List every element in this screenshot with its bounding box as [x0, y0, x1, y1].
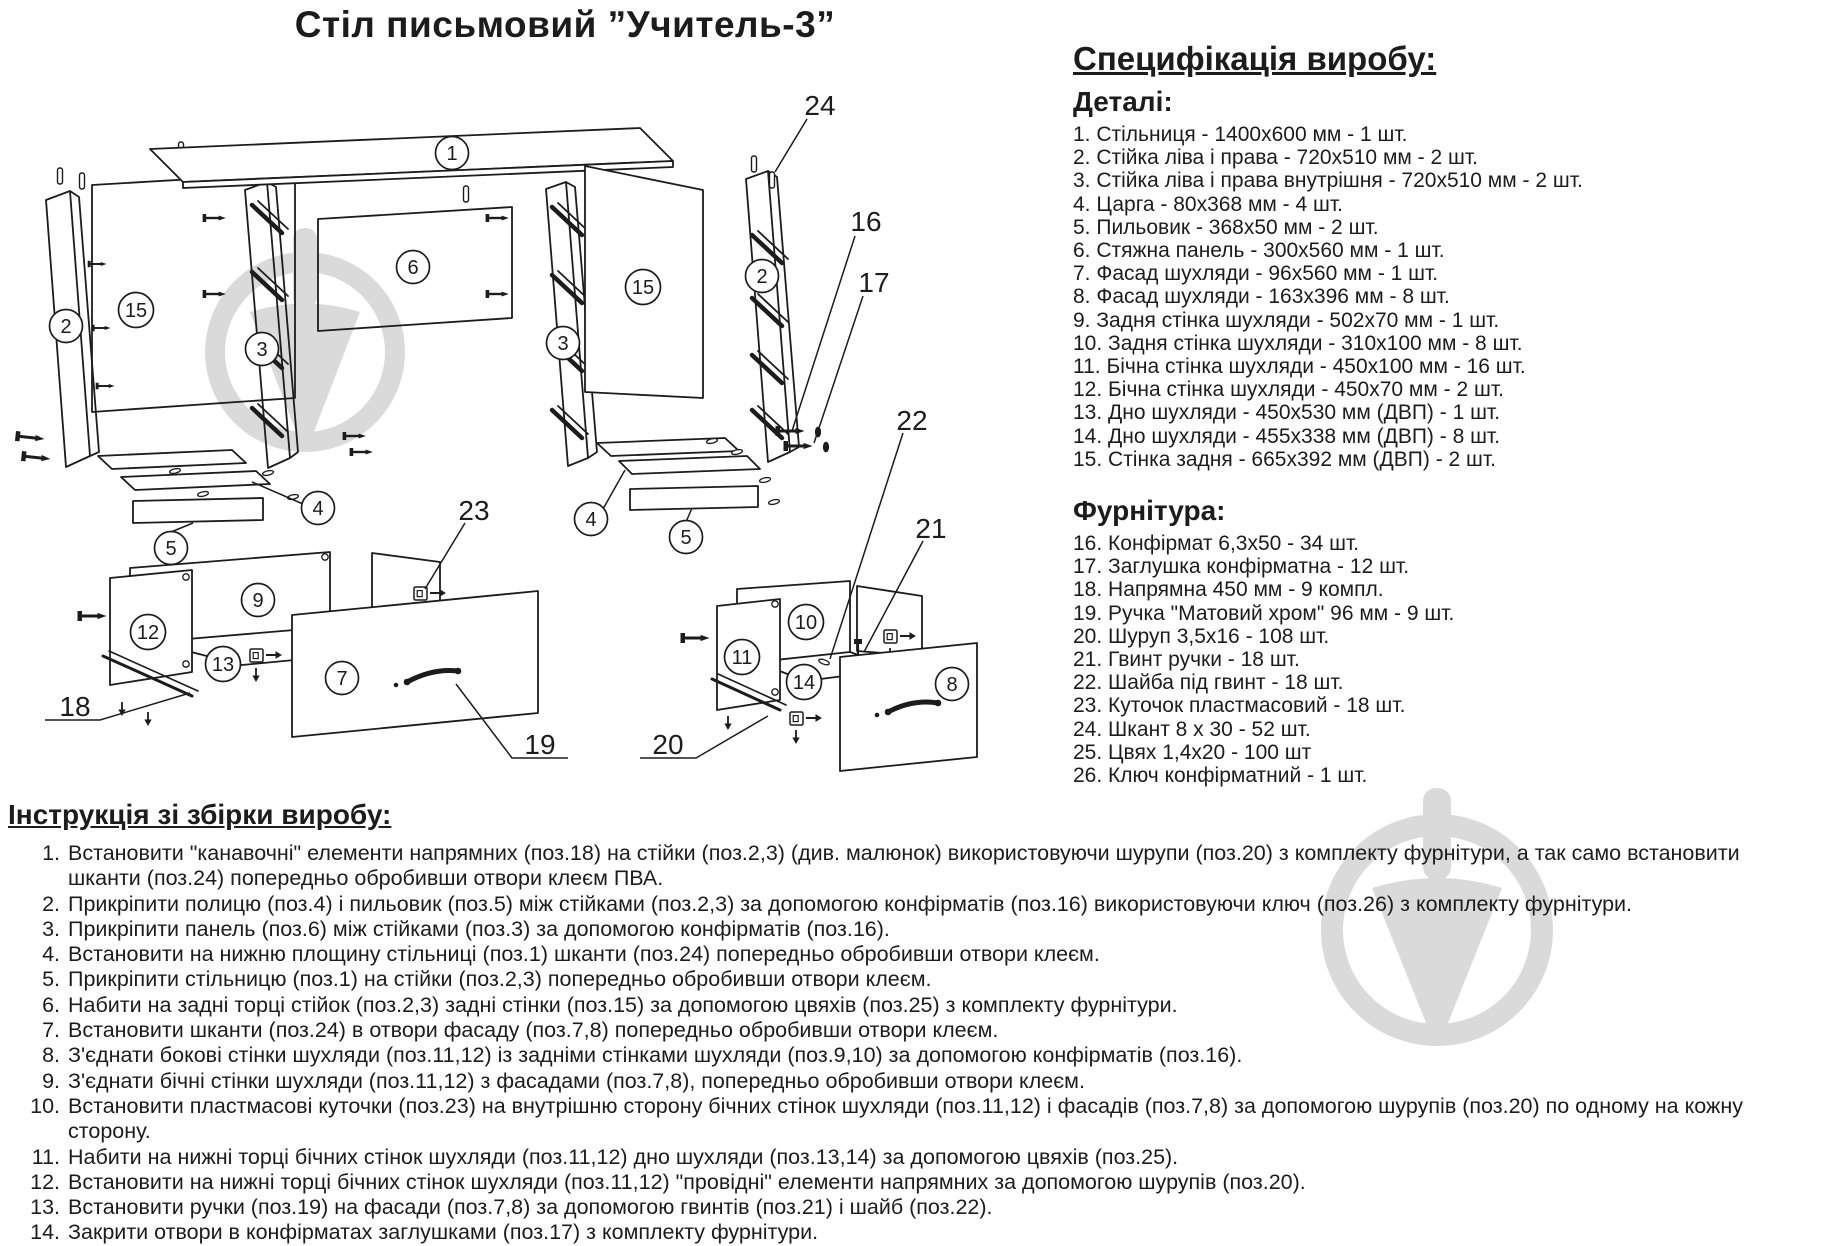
hardware-heading: Фурнітура: — [1073, 495, 1226, 527]
part-label — [746, 260, 779, 293]
svg-text:14: 14 — [792, 672, 816, 694]
part-label — [326, 662, 359, 695]
instruction-text: Набити на задні торці стійок (поз.2,3) задні стінки (поз.15) за допомогою цвяхів (поз.25) з комплекту фурнітури. — [68, 992, 1178, 1017]
svg-text:1: 1 — [446, 143, 458, 165]
instruction-number: 12. — [30, 1169, 60, 1194]
part-label — [936, 668, 969, 701]
svg-text:3: 3 — [256, 339, 268, 361]
instruction-text: З'єднати бічні стінки шухляди (поз.11,12) з фасадами (поз.7,8), попередньо обробивши отвори клеєм. — [68, 1068, 1085, 1093]
svg-text:10: 10 — [794, 612, 818, 634]
instruction-text: Встановити ручки (поз.19) на фасади (поз.7,8) за допомогою гвинтів (поз.21) і шайб (поз.22). — [68, 1195, 993, 1220]
instruction-text: Встановити на нижні торці бічних стінок шухляди (поз.11,12) "провідні" елементи напрямних за допомогою шурупів (поз.20). — [68, 1169, 1306, 1194]
hardware-item: 18. Напрямна 450 мм - 9 компл. — [1073, 578, 1384, 602]
instruction-number: 1. — [42, 841, 60, 865]
panel-rails-left — [98, 450, 299, 523]
svg-text:6: 6 — [407, 257, 419, 279]
instruction-text: Встановити шканти (поз.24) в отвори фасаду (поз.7,8) попередньо обробивши отвори клеєм. — [68, 1018, 999, 1043]
part-label — [670, 521, 703, 554]
spec-item: 10. Задня стінка шухляди - 310х100 мм - 8 шт. — [1073, 331, 1523, 355]
spec-item: 4. Царга - 80х368 мм - 4 шт. — [1073, 192, 1343, 216]
spec-item: 12. Бічна стінка шухляди - 450х70 мм - 2 шт. — [1073, 378, 1504, 402]
instruction-item — [8, 1145, 1832, 1170]
instruction-text: З'єднати бокові стінки шухляди (поз.11,12) із задніми стінками шухляди (поз.9,10) за допомогою конфірматів (поз.16). — [68, 1043, 1243, 1068]
part-label — [626, 270, 661, 305]
svg-text:2: 2 — [756, 266, 768, 288]
svg-text:11: 11 — [731, 647, 753, 669]
instruction-item — [8, 1094, 1832, 1145]
hardware-item: 26. Ключ конфірматний - 1 шт. — [1073, 764, 1368, 788]
spec-item: 11. Бічна стінка шухляди - 450х100 мм - 16 шт. — [1073, 355, 1526, 379]
instruction-text — [68, 1094, 1832, 1145]
instruction-item — [8, 841, 1832, 892]
instruction-number: 11. — [31, 1144, 60, 1169]
instruction-text: Встановити на нижню площину стільниці (поз.1) шканти (поз.24) попередньо обробивши отвори клеєм. — [68, 942, 1100, 967]
part-label — [397, 251, 430, 284]
part-label — [787, 665, 822, 700]
corner-bracket-icon — [250, 649, 263, 662]
spec-item: 3. Стійка ліва і права внутрішня - 720х510 мм - 2 шт. — [1073, 169, 1583, 193]
hardware-item: 24. Шкант 8 х 30 - 52 шт. — [1073, 717, 1311, 741]
svg-text:4: 4 — [312, 498, 324, 520]
part-label — [547, 327, 580, 360]
instruction-number: 10. — [30, 1093, 60, 1118]
part-label — [302, 492, 335, 525]
part-label — [131, 615, 166, 650]
instruction-number: 9. — [42, 1068, 60, 1093]
part-label — [575, 503, 608, 536]
details-heading: Деталі: — [1073, 86, 1173, 117]
hardware-list — [1073, 532, 1835, 787]
part-label — [50, 310, 83, 343]
spec-item: 8. Фасад шухляди - 163х396 мм - 8 шт. — [1073, 285, 1450, 309]
svg-text:13: 13 — [211, 654, 235, 676]
instruction-number: 7. — [42, 1018, 60, 1043]
svg-text:2: 2 — [60, 316, 72, 338]
hardware-item: 22. Шайба під гвинт - 18 шт. — [1073, 671, 1344, 695]
instruction-number: 13. — [30, 1195, 60, 1220]
details-list — [1073, 123, 1835, 471]
instruction-number: 8. — [42, 1043, 60, 1068]
corner-bracket-icon — [884, 630, 897, 643]
hardware-item: 17. Заглушка конфірматна - 12 шт. — [1073, 555, 1410, 579]
instruction-text — [68, 841, 1832, 892]
hw-label: 22 — [896, 405, 928, 436]
hw-label: 19 — [524, 729, 556, 760]
svg-text:15: 15 — [124, 300, 148, 322]
part-label — [242, 584, 275, 617]
instruction-item — [8, 1170, 1832, 1195]
hw-label: 20 — [652, 729, 684, 760]
instruction-item — [8, 1069, 1832, 1094]
spec-item: 5. Пильовик - 368х50 мм - 2 шт. — [1073, 215, 1379, 239]
instruction-text: Набити на нижні торці бічних стінок шухляди (поз.11,12) дно шухляди (поз.13,14) за допомогою цвяхів (поз.25). — [68, 1144, 1179, 1169]
instruction-text: Прикріпити стільницю (поз.1) на стійки (поз.2,3) попередньо обробивши отвори клеєм. — [68, 967, 932, 992]
instruction-item — [8, 942, 1832, 967]
instruction-line: Встановити пластмасові куточки (поз.23) на внутрішню сторону бічних стінок шухляди (поз.11,12) і фасадів (поз.7,8) за допомогою шурупів (поз.20) по одному на кожну — [68, 1093, 1743, 1118]
drawer-right — [681, 581, 977, 771]
instruction-text: Прикріпити панель (поз.6) між стійками (поз.3) за допомогою конфірматів (поз.16). — [68, 916, 890, 941]
spec-item: 2. Стійка ліва і права - 720х510 мм - 2 шт. — [1073, 146, 1478, 170]
instruction-text: Прикріпити полицю (поз.4) і пильовик (поз.5) між стійками (поз.2,3) за допомогою конфірматів (поз.16) використовуючи ключ (поз.26) з комплекту фурнітури. — [68, 891, 1633, 916]
instruction-item — [8, 1018, 1832, 1043]
part-label — [436, 137, 469, 170]
panel-rails-right — [597, 438, 780, 510]
instruction-number: 4. — [42, 942, 60, 967]
hardware-item: 19. Ручка "Матовий хром" 96 мм - 9 шт. — [1073, 601, 1455, 625]
instruction-item — [8, 993, 1832, 1018]
spec-item: 9. Задня стінка шухляди - 502х70 мм - 1 шт. — [1073, 308, 1500, 332]
instruction-item — [8, 1043, 1832, 1068]
instruction-line: Встановити "канавочні" елементи напрямних (поз.18) на стійки (поз.2,3) (див. малюнок) використовуючи шурупи (поз.20) з комплекту фурнітури, а так само встановити — [68, 841, 1740, 865]
hw-label: 24 — [804, 90, 836, 121]
svg-text:5: 5 — [680, 527, 692, 549]
assembly-diagram — [0, 52, 1000, 802]
instruction-item — [8, 1195, 1832, 1220]
instruction-number: 5. — [42, 967, 60, 992]
hw-label: 18 — [59, 691, 91, 722]
hw-label: 21 — [915, 513, 947, 544]
part-label — [246, 333, 279, 366]
hardware-item: 23. Куточок пластмасовий - 18 шт. — [1073, 694, 1406, 718]
spec-item: 15. Стінка задня - 665х392 мм (ДВП) - 2 шт. — [1073, 447, 1497, 471]
svg-text:4: 4 — [585, 509, 597, 531]
instruction-item — [8, 1220, 1832, 1245]
spec-item: 6. Стяжна панель - 300х560 мм - 1 шт. — [1073, 239, 1445, 263]
page-title: Стіл письмовий ”Учитель-3” — [294, 4, 836, 45]
spec-item: 13. Дно шухляди - 450х530 мм (ДВП) - 1 шт. — [1073, 401, 1501, 425]
panel-stand-right-outer — [746, 156, 829, 462]
instruction-number: 2. — [42, 891, 60, 916]
instruction-number: 3. — [42, 916, 60, 941]
svg-text:12: 12 — [136, 622, 160, 644]
hw-label: 23 — [458, 495, 490, 526]
hardware-item: 20. Шуруп 3,5х16 - 108 шт. — [1073, 624, 1330, 648]
instruction-item — [8, 967, 1832, 992]
hardware-item: 16. Конфірмат 6,3х50 - 34 шт. — [1073, 532, 1360, 556]
specification-heading: Специфікація виробу: — [1073, 40, 1437, 77]
corner-bracket-icon — [790, 712, 803, 725]
svg-text:8: 8 — [946, 674, 958, 696]
part-label — [155, 532, 188, 565]
instruction-number: 14. — [30, 1220, 60, 1245]
svg-text:7: 7 — [336, 668, 348, 690]
svg-text:9: 9 — [252, 590, 264, 612]
hardware-item: 21. Гвинт ручки - 18 шт. — [1073, 648, 1300, 672]
svg-text:3: 3 — [557, 333, 569, 355]
part-label — [119, 293, 154, 328]
hw-label: 16 — [850, 206, 882, 237]
panel-stand-right-inner — [464, 182, 598, 466]
instruction-number: 6. — [42, 992, 60, 1017]
instruction-line: шканти (поз.24) попередньо обробивши отвори клеєм ПВА. — [68, 866, 664, 891]
svg-text:5: 5 — [165, 538, 177, 560]
hardware-item: 25. Цвях 1,4х20 - 100 шт — [1073, 740, 1312, 764]
assembly-instructions-section — [8, 799, 1832, 1246]
instruction-line: сторону. — [68, 1119, 151, 1144]
instructions-heading: Інструкція зі збірки виробу: — [8, 799, 392, 830]
part-label — [789, 605, 824, 640]
watermark-logo — [215, 228, 395, 447]
instruction-item — [8, 917, 1832, 942]
hw-label: 17 — [858, 267, 890, 298]
instruction-item — [8, 892, 1832, 917]
part-label — [725, 640, 760, 675]
part-label — [206, 647, 241, 682]
spec-item: 1. Стільниця - 1400х600 мм - 1 шт. — [1073, 123, 1408, 146]
spec-item: 7. Фасад шухляди - 96х560 мм - 1 шт. — [1073, 262, 1439, 286]
spec-item: 14. Дно шухляди - 455х338 мм (ДВП) - 8 шт. — [1073, 424, 1501, 448]
svg-text:15: 15 — [631, 277, 655, 299]
instruction-text: Закрити отвори в конфірматах заглушками (поз.17) з комплекту фурнітури. — [68, 1220, 819, 1245]
specification-section — [1073, 40, 1835, 787]
